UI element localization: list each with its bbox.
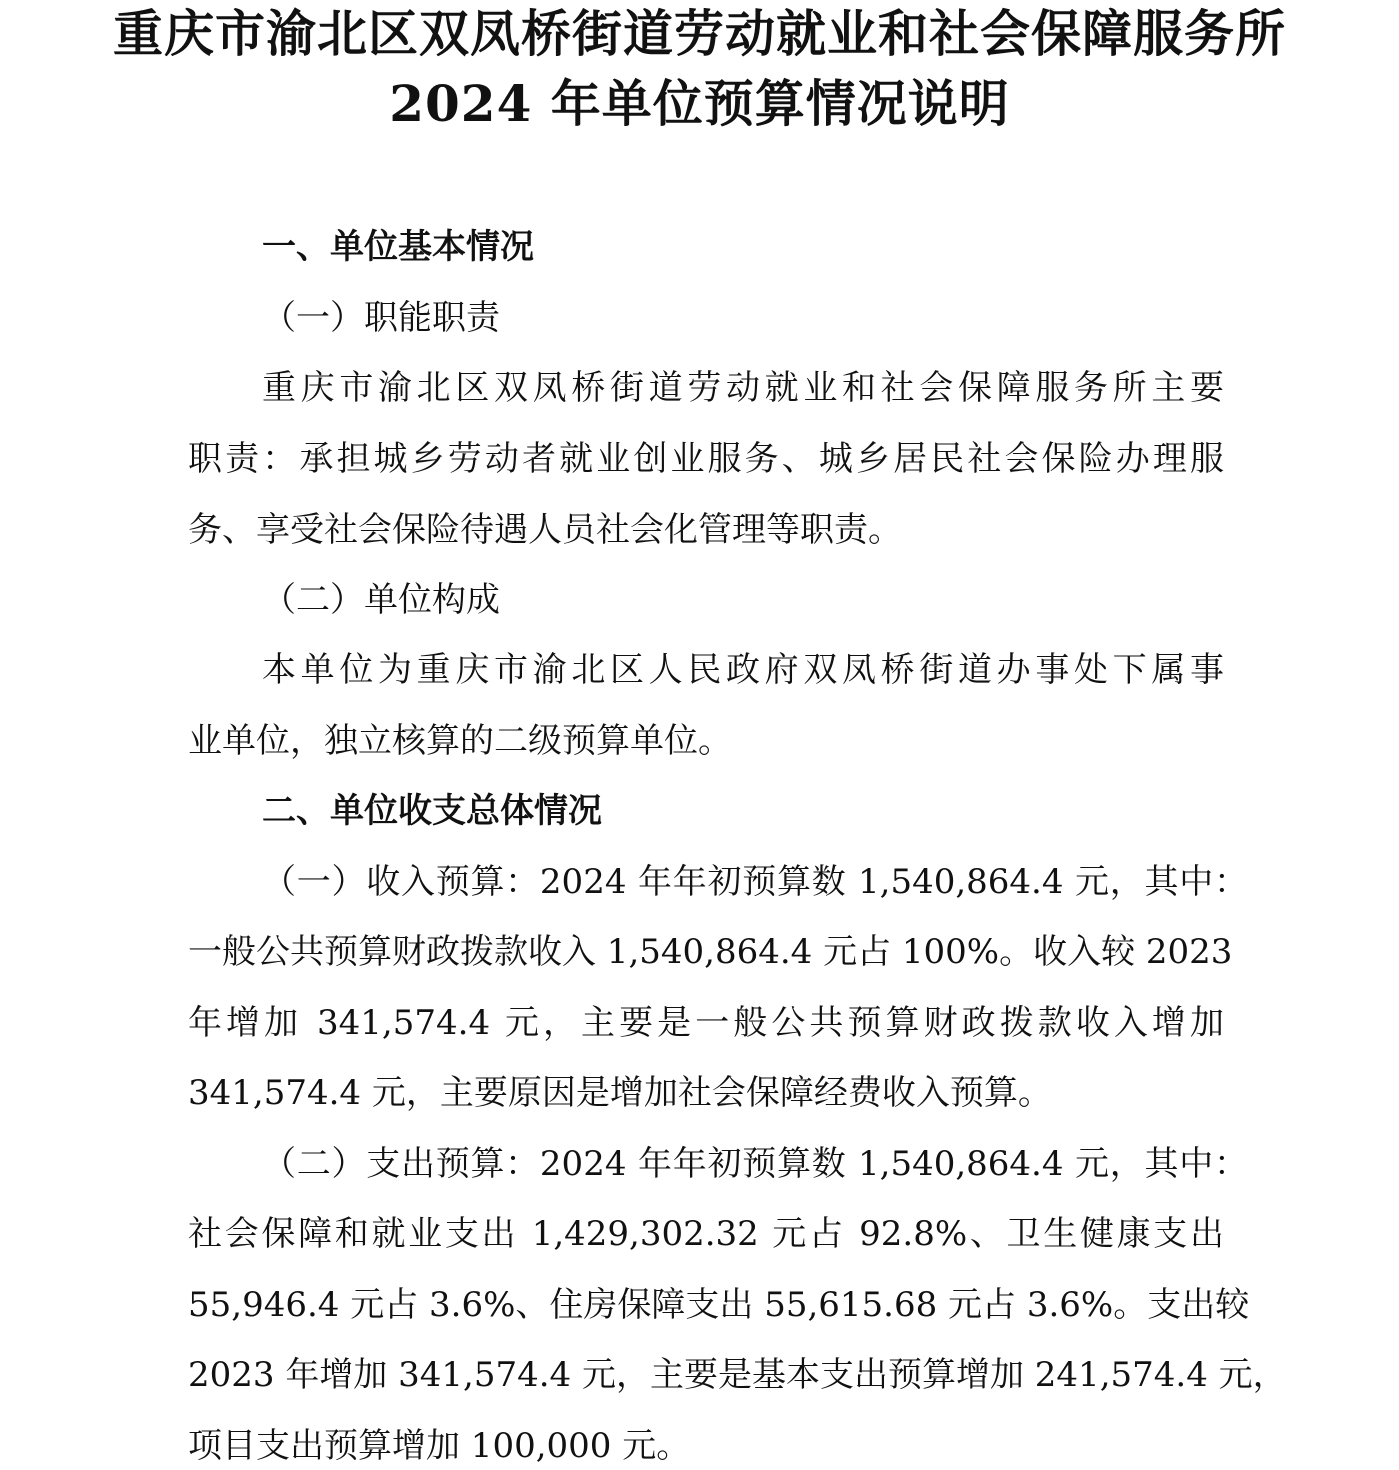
paragraph-line: 本单位为重庆市渝北区人民政府双凤桥街道办事处下属事 — [262, 650, 1224, 690]
paragraph-line: 年增加 341,574.4 元，主要是一般公共预算财政拨款收入增加 — [188, 1003, 1224, 1043]
subsection-1-2-heading: （二）单位构成 — [262, 580, 500, 620]
paragraph-line: 2023 年增加 341,574.4 元，主要是基本支出预算增加 241,574.4 元， — [188, 1355, 1287, 1395]
subsection-1-1-heading: （一）职能职责 — [262, 298, 500, 338]
paragraph-line: （一）收入预算：2024 年年初预算数 1,540,864.4 元，其中： — [262, 862, 1248, 902]
section-2-heading: 二、单位收支总体情况 — [262, 791, 602, 831]
paragraph-line: 社会保障和就业支出 1,429,302.32 元占 92.8%、卫生健康支出 — [188, 1214, 1224, 1254]
paragraph-line: 业单位，独立核算的二级预算单位。 — [188, 721, 732, 761]
paragraph-line: 55,946.4 元占 3.6%、住房保障支出 55,615.68 元占 3.6%。支出较 — [188, 1285, 1250, 1325]
paragraph-line: 职责：承担城乡劳动者就业创业服务、城乡居民社会保险办理服 — [188, 439, 1224, 479]
document-title-line-1: 重庆市渝北区双凤桥街道劳动就业和社会保障服务所 — [113, 4, 1286, 63]
document-title-line-2: 2024 年单位预算情况说明 — [389, 74, 1010, 133]
section-1-heading: 一、单位基本情况 — [262, 227, 534, 267]
paragraph-line: 一般公共预算财政拨款收入 1,540,864.4 元占 100%。收入较 2023 — [188, 932, 1233, 972]
paragraph-line: 务、享受社会保险待遇人员社会化管理等职责。 — [188, 510, 902, 550]
paragraph-line: 重庆市渝北区双凤桥街道劳动就业和社会保障服务所主要 — [262, 368, 1224, 408]
paragraph-line: （二）支出预算：2024 年年初预算数 1,540,864.4 元，其中： — [262, 1144, 1248, 1184]
paragraph-line: 341,574.4 元，主要原因是增加社会保障经费收入预算。 — [188, 1073, 1052, 1113]
paragraph-line: 项目支出预算增加 100,000 元。 — [188, 1426, 691, 1466]
